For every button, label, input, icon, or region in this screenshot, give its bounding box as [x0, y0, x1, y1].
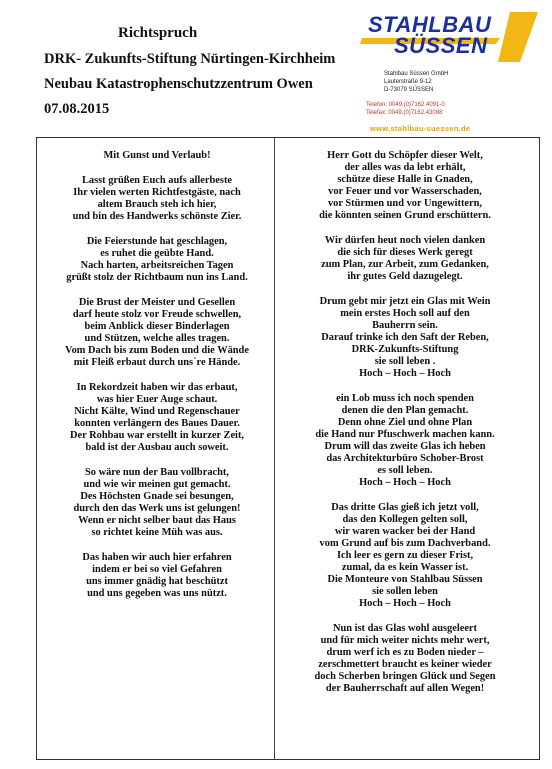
poem-line: zumal, da es kein Wasser ist.: [341, 562, 469, 573]
company-logo-block: [360, 10, 540, 138]
poem-line: Bauherrn sein.: [372, 320, 438, 331]
poem-right-column: [280, 150, 530, 708]
poem-stanza: [280, 235, 530, 283]
poem-line: konnten verlängern des Baues Dauer.: [74, 418, 240, 429]
poem-stanza: [280, 150, 530, 222]
column-divider: [274, 137, 275, 760]
poem-line: darf heute stolz vor Freude schwellen,: [72, 309, 242, 320]
poem-line: Das haben wir auch hier erfahren: [82, 552, 232, 563]
poem-line: zum Plan, zur Arbeit, zum Gedanken,: [321, 259, 489, 270]
poem-line: die Hand nur Pfuschwerk machen kann.: [315, 429, 495, 440]
poem-line: vom Grund auf bis zum Dachverband.: [319, 538, 491, 549]
telefax-number: 0049.(0)7162.43088: [388, 110, 443, 116]
project-name: Neubau Katastrophenschutzzentrum Owen: [44, 76, 313, 92]
poem-line: wir waren wacker bei der Hand: [334, 526, 476, 537]
poem-line: grüßt stolz der Richtbaum nun ins Land.: [66, 272, 248, 283]
company-city: D-73079 SÜSSEN: [384, 87, 434, 93]
poem-stanza: [280, 393, 530, 489]
company-logo-text: [360, 14, 540, 56]
poem-line: Darauf trinke ich den Saft der Reben,: [321, 332, 489, 343]
poem-line: Die Brust der Meister und Gesellen: [78, 297, 236, 308]
poem-line: Ihr vielen werten Richtfestgäste, nach: [73, 187, 241, 198]
poem-line: So wäre nun der Bau vollbracht,: [85, 467, 229, 478]
poem-line: und Stützen, welche alles tragen.: [84, 333, 230, 344]
poem-line: Die Feierstunde hat geschlagen,: [86, 236, 228, 247]
foundation-name: DRK- Zukunfts-Stiftung Nürtingen-Kirchheim: [44, 51, 336, 67]
poem-line: schütze diese Halle in Gnaden,: [337, 174, 473, 185]
poem-line: doch Scherben bringen Glück und Segen: [314, 671, 496, 682]
poem-stanza: [41, 552, 273, 600]
poem-line: bald ist der Ausbau auch soweit.: [85, 442, 229, 453]
company-name: Stahlbau Süssen GmbH: [384, 71, 449, 77]
poem-stanza: [41, 382, 273, 454]
poem-line: es ruhet die geübte Hand.: [100, 248, 214, 259]
document-header: [44, 24, 344, 118]
poem-line: DRK-Zukunfts-Stiftung: [351, 344, 459, 355]
telefon-number: 0049.(0)7162.4091-0: [388, 102, 445, 108]
poem-line: Hoch – Hoch – Hoch: [359, 477, 451, 488]
poem-line: uns immer gnädig hat beschützt: [86, 576, 228, 587]
poem-line: In Rekordzeit haben wir das erbaut,: [76, 382, 238, 393]
poem-line: das Architekturbüro Schober-Brost: [326, 453, 484, 464]
poem-line: beim Anblick dieser Binderlagen: [84, 321, 230, 332]
poem-line: Hoch – Hoch – Hoch: [359, 368, 451, 379]
poem-line: die könnten seinen Grund erschüttern.: [319, 210, 491, 221]
poem-line: indem er bei so viel Gefahren: [92, 564, 222, 575]
poem-stanza: [280, 296, 530, 380]
poem-line: Drum will das zweite Glas ich heben: [324, 441, 486, 452]
poem-line: denen die den Plan gemacht.: [341, 405, 469, 416]
poem-line: Wir dürfen heut noch vielen danken: [324, 235, 486, 246]
poem-line: Ich leer es gern zu dieser Frist,: [336, 550, 474, 561]
poem-line: altem Brauch steh ich hier,: [97, 199, 217, 210]
poem-stanza: [41, 150, 273, 162]
poem-line: der Bauherrschaft auf allen Wegen!: [325, 683, 485, 694]
poem-line: Vom Dach bis zum Boden und die Wände: [65, 345, 249, 356]
poem-line: mein erstes Hoch soll auf den: [340, 308, 470, 319]
poem-line: Das dritte Glas gieß ich jetzt voll,: [331, 502, 479, 513]
company-contact: [366, 101, 445, 117]
poem-line: drum werf ich es zu Boden nieder –: [326, 647, 484, 658]
poem-stanza: [41, 175, 273, 223]
poem-line: das den Kollegen gelten soll,: [342, 514, 468, 525]
poem-line: was hier Euer Auge schaut.: [96, 394, 218, 405]
poem-line: Herr Gott du Schöpfer dieser Welt,: [327, 150, 483, 161]
poem-stanza: [41, 467, 273, 539]
poem-stanza: [41, 297, 273, 369]
poem-line: Nach harten, arbeitsreichen Tagen: [80, 260, 234, 271]
poem-line: ein Lob muss ich noch spenden: [336, 393, 474, 404]
poem-line: Der Rohbau war erstellt in kurzer Zeit,: [69, 430, 245, 441]
poem-line: die sich für dieses Werk geregt: [337, 247, 473, 258]
poem-line: und uns gegeben was uns nützt.: [87, 588, 227, 599]
poem-line: Des Höchsten Gnade sei besungen,: [80, 491, 234, 502]
logo-line-1: STAHLBAU: [368, 12, 492, 37]
poem-stanza: [280, 623, 530, 695]
poem-line: der alles was da lebt erhält,: [344, 162, 466, 173]
poem-line: und wie wir meinen gut gemacht.: [83, 479, 231, 490]
poem-line: und bin des Handwerks schönste Zier.: [72, 211, 242, 222]
poem-line: Hoch – Hoch – Hoch: [359, 598, 451, 609]
poem-line: Lasst grüßen Euch aufs allerbeste: [81, 175, 233, 186]
poem-line: zerschmettert braucht es keiner wieder: [318, 659, 492, 670]
poem-line: Wenn er nicht selber baut das Haus: [78, 515, 236, 526]
poem-line: ihr gutes Geld dazugelegt.: [347, 271, 463, 282]
poem-line: es soll leben.: [377, 465, 433, 476]
poem-line: Nun ist das Glas wohl ausgeleert: [332, 623, 478, 634]
poem-line: Drum gebt mir jetzt ein Glas mit Wein: [319, 296, 491, 307]
poem-stanza: [280, 502, 530, 610]
poem-stanza: [41, 236, 273, 284]
poem-line: durch den das Werk uns ist gelungen!: [73, 503, 241, 514]
poem-line: Die Monteure von Stahlbau Süssen: [327, 574, 483, 585]
company-website: www.stahlbau-suessen.de: [370, 124, 471, 133]
document-title: Richtspruch: [118, 25, 198, 41]
poem-line: so richtet keine Müh was aus.: [91, 527, 223, 538]
poem-line: sie soll leben .: [374, 356, 436, 367]
poem-left-column: [41, 150, 273, 613]
company-street: Lauterstraße 9-12: [384, 79, 432, 85]
poem-line: mit Fleiß erbaut durch uns´re Hände.: [73, 357, 241, 368]
logo-line-2: SÜSSEN: [394, 33, 488, 58]
poem-line: Nicht Kälte, Wind und Regenschauer: [74, 406, 240, 417]
telefax-row: Telefax: 0049.(0)7162.43088: [366, 110, 443, 116]
poem-line: sie sollen leben: [372, 586, 438, 597]
company-address: [384, 70, 448, 94]
poem-line: vor Feuer und vor Wasserschaden,: [328, 186, 482, 197]
poem-line: Denn ohne Ziel und ohne Plan: [337, 417, 473, 428]
poem-line: Mit Gunst und Verlaub!: [103, 150, 211, 161]
poem-line: vor Stürmen und vor Ungewittern,: [327, 198, 483, 209]
telefon-row: Telefon: 0049.(0)7162.4091-0: [366, 102, 445, 108]
poem-line: und für mich weiter nichts mehr wert,: [320, 635, 490, 646]
document-date: 07.08.2015: [44, 101, 110, 117]
